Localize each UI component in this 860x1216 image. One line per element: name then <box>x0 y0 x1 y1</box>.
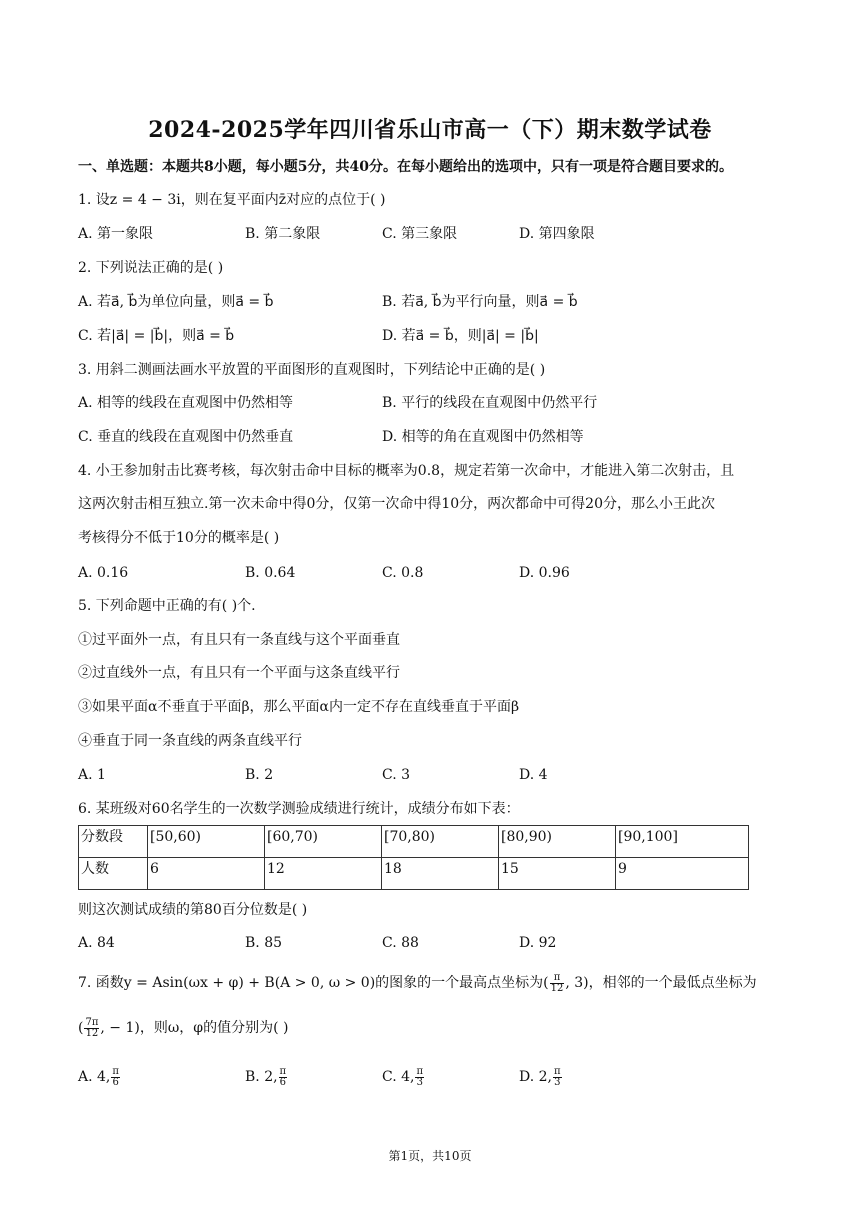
option-prefix: D. 2, <box>519 1069 552 1085</box>
fraction-numerator: 7π <box>85 1016 99 1028</box>
q7-stem-part-3: , − 1)，则ω，φ的值分别为( ) <box>100 1020 289 1036</box>
section-heading: 一、单选题：本题共8小题，每小题5分，共40分。在每小题给出的选项中，只有一项是符合题目要求的。 <box>78 159 733 175</box>
fraction-numerator: π <box>112 1065 119 1077</box>
q2-option-d: D. 若a⃗ = b⃗，则|a⃗| = |b⃗| <box>382 328 539 344</box>
fraction-numerator: π <box>553 1065 561 1077</box>
open-paren: ( <box>78 1020 84 1036</box>
exam-title: 2024-2025学年四川省乐山市高一（下）期末数学试卷 <box>148 117 712 143</box>
q2-option-a: A. 若a⃗, b⃗为单位向量，则a⃗ = b⃗ <box>78 294 274 310</box>
fraction-denominator: 12 <box>550 982 564 994</box>
table-cell: [50,60) <box>148 826 265 858</box>
option-fraction <box>553 1067 562 1088</box>
table-cell: [60,70) <box>265 826 382 858</box>
q1-option-d: D. 第四象限 <box>519 226 595 242</box>
q3-stem: 3. 用斜二测画法画水平放置的平面图形的直观图时，下列结论中正确的是( ) <box>78 362 546 378</box>
q5-option-b: B. 2 <box>245 767 274 783</box>
fraction-denominator: 3 <box>416 1076 423 1088</box>
q2-option-c: C. 若|a⃗| = |b⃗|，则a⃗ = b⃗ <box>78 328 235 344</box>
option-prefix: B. 2, <box>245 1069 278 1085</box>
option-fraction <box>415 1067 424 1088</box>
q4-option-b: B. 0.64 <box>245 565 296 581</box>
min-point-fraction <box>84 1018 99 1039</box>
q4-stem-line-3: 考核得分不低于10分的概率是( ) <box>78 530 280 546</box>
table-row <box>79 858 749 890</box>
table-cell: [80,90) <box>499 826 616 858</box>
q7-option-b <box>245 1063 288 1091</box>
q4-option-c: C. 0.8 <box>382 565 424 581</box>
table-cell: 9 <box>616 858 749 890</box>
fraction-numerator: π <box>416 1065 424 1077</box>
q2-stem: 2. 下列说法正确的是( ) <box>78 260 224 276</box>
q6-question: 则这次测试成绩的第80百分位数是( ) <box>78 902 308 918</box>
q3-option-d: D. 相等的角在直观图中仍然相等 <box>382 429 584 445</box>
table-cell: 人数 <box>79 858 148 890</box>
q6-stem: 6. 某班级对60名学生的一次数学测验成绩进行统计，成绩分布如下表： <box>78 801 520 817</box>
table-cell: 12 <box>265 858 382 890</box>
max-point-fraction <box>550 973 565 994</box>
table-cell: 15 <box>499 858 616 890</box>
q7-stem-part-2: , 3)，相邻的一个最低点坐标为 <box>565 975 757 991</box>
option-prefix: C. 4, <box>382 1069 415 1085</box>
q1-option-a: A. 第一象限 <box>78 226 154 242</box>
q5-option-c: C. 3 <box>382 767 411 783</box>
fraction-denominator: 6 <box>112 1076 119 1088</box>
q5-option-d: D. 4 <box>519 767 548 783</box>
q4-stem-line-2: 这两次射击相互独立.第一次未命中得0分，仅第一次命中得10分，两次都命中可得20分，那么小王此次 <box>78 496 715 512</box>
q5-stem: 5. 下列命题中正确的有( )个. <box>78 598 256 614</box>
q6-option-d: D. 92 <box>519 935 557 951</box>
q5-item-1: ①过平面外一点，有且只有一条直线与这个平面垂直 <box>78 632 400 648</box>
table-cell: 分数段 <box>79 826 148 858</box>
option-fraction <box>279 1067 288 1088</box>
q4-option-a: A. 0.16 <box>78 565 129 581</box>
fraction-numerator: π <box>279 1065 287 1077</box>
option-fraction <box>111 1067 120 1088</box>
q4-option-d: D. 0.96 <box>519 565 570 581</box>
q5-option-a: A. 1 <box>78 767 106 783</box>
q7-option-a <box>78 1063 121 1091</box>
option-prefix: A. 4, <box>78 1069 111 1085</box>
q7-option-c <box>382 1063 425 1091</box>
q7-stem-part-1: 7. 函数y = Asin(ωx + φ) + B(A > 0, ω > 0)的图象的一个最高点坐标为( <box>78 975 549 991</box>
q7-stem-line-1 <box>78 969 757 997</box>
table-cell: 6 <box>148 858 265 890</box>
table-cell: [70,80) <box>382 826 499 858</box>
q3-option-c: C. 垂直的线段在直观图中仍然垂直 <box>78 429 294 445</box>
fraction-numerator: π <box>550 973 565 984</box>
q2-option-b: B. 若a⃗, b⃗为平行向量，则a⃗ = b⃗ <box>382 294 578 310</box>
q1-stem: 1. 设z = 4 − 3i，则在复平面内z̄对应的点位于( ) <box>78 192 386 208</box>
q4-stem-line-1: 4. 小王参加射击比赛考核，每次射击命中目标的概率为0.8，规定若第一次命中，才能进入第二次射击，且 <box>78 463 735 479</box>
q1-option-b: B. 第二象限 <box>245 226 321 242</box>
fraction-denominator: 12 <box>85 1027 99 1039</box>
q7-stem-line-2 <box>78 1014 288 1042</box>
q3-option-a: A. 相等的线段在直观图中仍然相等 <box>78 395 294 411</box>
table-row <box>79 826 749 858</box>
q1-option-c: C. 第三象限 <box>382 226 458 242</box>
q6-option-c: C. 88 <box>382 935 419 951</box>
table-cell: 18 <box>382 858 499 890</box>
q5-item-3: ③如果平面α不垂直于平面β，那么平面α内一定不存在直线垂直于平面β <box>78 699 520 715</box>
fraction-denominator: 3 <box>554 1076 561 1088</box>
fraction-denominator: 6 <box>279 1076 287 1088</box>
table-cell: [90,100] <box>616 826 749 858</box>
q7-option-d <box>519 1063 563 1091</box>
q5-item-2: ②过直线外一点，有且只有一个平面与这条直线平行 <box>78 665 400 681</box>
page-footer: 第1页，共10页 <box>388 1149 472 1163</box>
score-distribution-table <box>78 825 749 890</box>
q5-item-4: ④垂直于同一条直线的两条直线平行 <box>78 733 302 749</box>
q6-option-a: A. 84 <box>78 935 115 951</box>
q6-option-b: B. 85 <box>245 935 283 951</box>
q3-option-b: B. 平行的线段在直观图中仍然平行 <box>382 395 598 411</box>
